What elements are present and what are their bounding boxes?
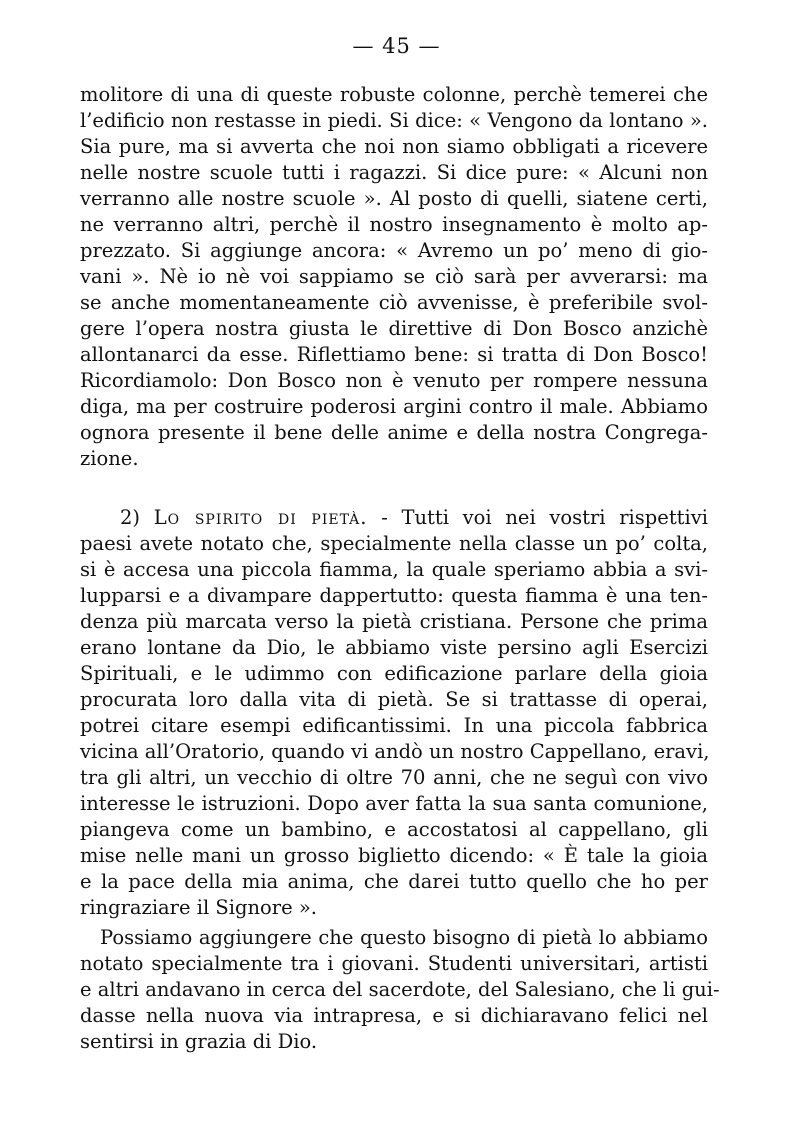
text-line: diga, ma per costruire poderosi argini contro il male. Abbiamo — [80, 395, 708, 418]
text-line: prezzato. Si aggiunge ancora: « Avremo un po’ meno di gio- — [80, 239, 708, 262]
text-line: ringraziare il Signore ». — [80, 896, 317, 919]
text-line: gere l’opera nostra giusta le direttive di Don Bosco anzichè — [80, 317, 708, 340]
page-number: — 45 — — [352, 34, 441, 58]
text-line: vani ». Nè io nè voi sappiamo se ciò sarà per avverarsi: ma — [80, 265, 708, 288]
text-line: denza più marcata verso la pietà cristiana. Persone che prima — [80, 610, 708, 633]
text-line: mise nelle mani un grosso biglietto dicendo: « È tale la gioia — [80, 844, 708, 867]
text-line: molitore di una di queste robuste colonne, perchè temerei che — [80, 83, 708, 106]
text-line: Possiamo aggiungere che questo bisogno di pietà lo abbiamo — [100, 926, 708, 949]
text-line: piangeva come un bambino, e accostatosi al cappellano, gli — [80, 818, 708, 841]
section-heading: Lo spirito di pietà. — [153, 506, 368, 529]
text-line: allontanarci da esse. Riflettiamo bene: si tratta di Don Bosco! — [80, 343, 708, 366]
text-line: verranno alle nostre scuole ». Al posto di quelli, siatene certi, — [80, 187, 708, 210]
text-line: zione. — [80, 447, 139, 470]
text-line: lupparsi e a divampare dappertutto: questa fiamma è una ten- — [80, 584, 708, 607]
text-line: e altri andavano in cerca del sacerdote, del Salesiano, che li gui- — [80, 978, 720, 1001]
section-first-line — [120, 505, 708, 531]
text-line: Sia pure, ma si avverta che noi non siamo obbligati a ricevere — [80, 135, 708, 158]
text-line: interesse le istruzioni. Dopo aver fatta la sua santa comunione, — [80, 792, 708, 815]
text-line: sentirsi in grazia di Dio. — [80, 1030, 318, 1053]
text-line: potrei citare esempi edificantissimi. In una piccola fabbrica — [80, 714, 708, 737]
section-number: 2) — [120, 506, 141, 529]
text-line: Spirituali, e le udimmo con edificazione parlare della gioia — [80, 662, 708, 685]
text-line: vicina all’Oratorio, quando vi andò un nostro Cappellano, eravi, — [80, 740, 710, 763]
text-line: tra gli altri, un vecchio di oltre 70 anni, che ne seguì con vivo — [80, 766, 708, 789]
text-line: erano lontane da Dio, le abbiamo viste persino agli Esercizi — [80, 636, 708, 659]
text-line: l’edificio non restasse in piedi. Si dice: « Vengono da lontano ». — [80, 109, 708, 132]
section-first-line-text: - Tutti voi nei vostri rispettivi — [381, 506, 708, 529]
text-line: e la pace della mia anima, che darei tutto quello che ho per — [80, 870, 708, 893]
text-line: dasse nella nuova via intrapresa, e si dichiaravano felici nel — [80, 1004, 708, 1027]
text-line: nelle nostre scuole tutti i ragazzi. Si dice pure: « Alcuni non — [80, 161, 708, 184]
text-line: Ricordiamolo: Don Bosco non è venuto per rompere nessuna — [80, 369, 708, 392]
text-line: se anche momentaneamente ciò avvenisse, è preferibile svol- — [80, 291, 708, 314]
text-line: ne verranno altri, perchè il nostro insegnamento è molto ap- — [80, 213, 708, 236]
text-line: paesi avete notato che, specialmente nella classe un po’ colta, — [80, 532, 708, 555]
text-line: ognora presente il bene delle anime e della nostra Congrega- — [80, 421, 708, 444]
text-line: notato specialmente tra i giovani. Studenti universitari, artisti — [80, 952, 708, 975]
text-line: si è accesa una piccola fiamma, la quale speriamo abbia a svi- — [80, 558, 708, 581]
text-line: procurata loro dalla vita di pietà. Se si trattasse di operai, — [80, 688, 708, 711]
